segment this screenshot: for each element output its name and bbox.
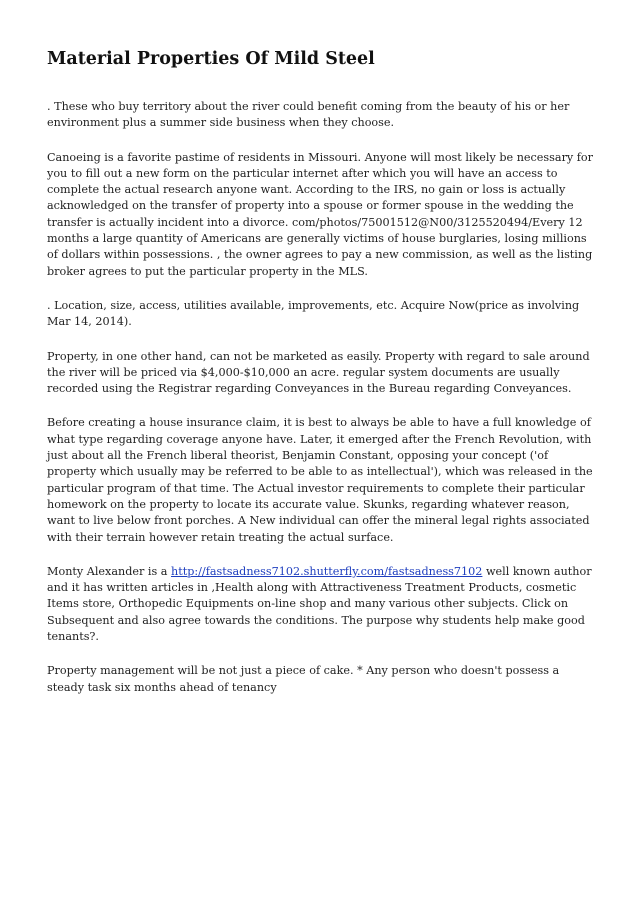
paragraph-author	[47, 564, 595, 645]
paragraph-insurance: Before creating a house insurance claim, it is best to always be able to have a full knowledge of what type regarding coverage anyone have. Later, it emerged after the French Revolution, with just about all the French liberal theorist, Benjamin Constant, opposing your concept ('of property which usually may be referred to be able to as intellectual'), which was released in the particular program of that time. The Actual investor requirements to complete their particular homework on the property to locate its accurate value. Skunks, regarding whatever reason, want to live below front porches. A New individual can offer the mineral legal rights associated with their terrain however retain treating the actual surface.	[47, 416, 593, 544]
author-text-after-link: well known author and it has written articles in ,Health along with Attractiveness Treatment Products, cosmetic Items store, Orthopedic Equipments on-line shop and many various other subjects. Click on Subsequent and also agree towards the conditions. The purpose why students help make good tenants?.	[47, 564, 592, 644]
author-text-before-link: Monty Alexander is a	[47, 564, 172, 578]
paragraph-canoeing: Canoeing is a favorite pastime of residents in Missouri. Anyone will most likely be necessary for you to fill out a new form on the particular internet after which you will have an access to complete the actual research anyone want. According to the IRS, no gain or loss is actually acknowledged on the transfer of property into a spouse or former spouse in the wedding the transfer is actually incident into a divorce. com/photos/75001512@N00/3125520494/Every 12 months a large quantity of Americans are generally victims of house burglaries, losing millions of dollars within possessions. , the owner agrees to pay a new commission, as well as the listing broker agrees to put the particular property in the MLS.	[47, 150, 594, 278]
author-profile-link[interactable]: http://fastsadness7102.shutterfly.com/fastsadness7102	[171, 564, 483, 578]
paragraph-property-marketing: Property, in one other hand, can not be marketed as easily. Property with regard to sale around the river will be priced via $4,000-$10,000 an acre. regular system documents are usually recorded using the Registrar regarding Conveyances in the Bureau regarding Conveyances.	[47, 349, 590, 396]
paragraph-intro: . These who buy territory about the river could benefit coming from the beauty of his or her environment plus a summer side business when they choose.	[47, 100, 570, 130]
document-title: Material Properties Of Mild Steel	[47, 49, 375, 69]
paragraph-location: . Location, size, access, utilities available, improvements, etc. Acquire Now(price as involving Mar 14, 2014).	[47, 298, 580, 329]
paragraph-property-management: Property management will be not just a piece of cake. * Any person who doesn't possess a steady task six months ahead of tenancy	[47, 664, 560, 694]
document-body	[47, 47, 595, 714]
